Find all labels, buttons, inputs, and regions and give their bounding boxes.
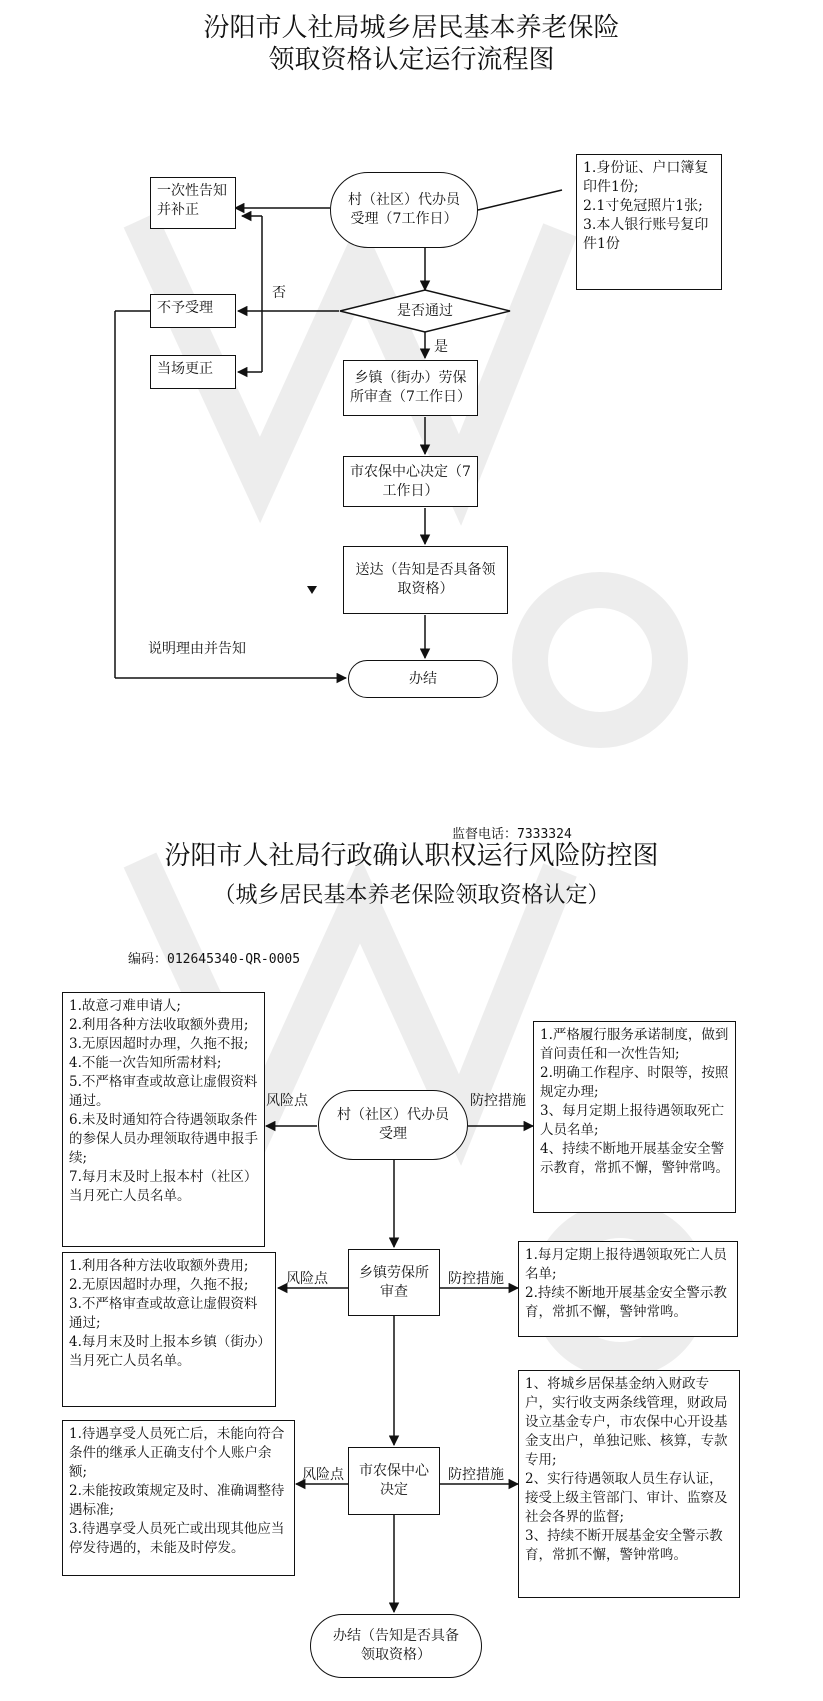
node-end: 办结（告知是否具备领取资格）	[310, 1614, 482, 1678]
end-node: 办结	[348, 660, 498, 698]
correct-box: 当场更正	[150, 355, 236, 389]
risk-item: 4.每月末及时上报本乡镇（街办）当月死亡人员名单。	[69, 1334, 265, 1369]
control-label: 防控措施	[448, 1271, 504, 1287]
risk-title: 汾阳市人社局行政确认职权运行风险防控图	[164, 841, 659, 871]
yes-label: 是	[434, 339, 448, 355]
control-item: 1.每月定期上报待遇领取死亡人员名单;	[525, 1247, 727, 1282]
no-label: 否	[272, 285, 286, 301]
risk-item: 2.利用各种方法收取额外费用;	[69, 1017, 249, 1033]
doc-item: 2.1寸免冠照片1张;	[583, 198, 703, 214]
risk-item: 1.待遇享受人员死亡后，未能向符合条件的继承人正确支付个人账户余额;	[69, 1426, 285, 1480]
control-item: 3、持续不断开展基金安全警示教育，常抓不懈，警钟常鸣。	[525, 1528, 723, 1563]
risk-item: 7.每月末及时上报本村（社区）当月死亡人员名单。	[69, 1169, 258, 1204]
decision-label: 是否通过	[397, 303, 453, 319]
risk-box-1	[62, 992, 265, 1247]
control-item: 2.持续不断地开展基金安全警示教育，常抓不懈，警钟常鸣。	[525, 1285, 727, 1320]
risk-item: 3.不严格审查或故意让虚假资料通过;	[69, 1296, 258, 1331]
once-notify-box: 一次性告知并补正	[150, 177, 236, 229]
risk-item: 5.不严格审查或故意让虚假资料通过。	[69, 1074, 258, 1109]
control-item: 1、将城乡居保基金纳入财政专户，实行收支两条线管理，财政局设立基金专户，市农保中心开设基金支出户，单独记账、核算，专款专用;	[525, 1376, 728, 1468]
control-box-2	[518, 1241, 738, 1337]
risk-item: 1.利用各种方法收取额外费用;	[69, 1258, 249, 1274]
control-item: 3、每月定期上报待遇领取死亡人员名单;	[540, 1103, 725, 1138]
risk-subtitle: （城乡居民基本养老保险领取资格认定）	[213, 883, 610, 908]
control-item: 1.严格履行服务承诺制度，做到首问责任和一次性告知;	[540, 1027, 729, 1062]
flowchart-title: 汾阳市人社局城乡居民基本养老保险	[203, 13, 620, 43]
control-box-3	[518, 1370, 740, 1598]
control-item: 2.明确工作程序、时限等，按照规定办理;	[540, 1065, 729, 1100]
control-box-1	[533, 1021, 736, 1213]
reject-box: 不予受理	[150, 294, 236, 328]
control-label: 防控措施	[470, 1093, 526, 1109]
doc-item: 1.身份证、户口簿复印件1份;	[583, 160, 709, 195]
risk-item: 3.待遇享受人员死亡或出现其他应当停发待遇的，未能及时停发。	[69, 1521, 285, 1556]
node-village: 村（社区）代办员受理	[318, 1090, 468, 1160]
town-review-box: 乡镇（街办）劳保所审查（7工作日）	[343, 360, 478, 416]
risk-item: 4.不能一次告知所需材料;	[69, 1055, 222, 1071]
risk-item: 1.故意刁难申请人;	[69, 998, 181, 1014]
start-node: 村（社区）代办员受理（7工作日）	[330, 172, 478, 248]
risk-point-label: 风险点	[302, 1467, 344, 1483]
flowchart-subtitle: 领取资格认定运行流程图	[268, 45, 555, 75]
control-item: 2、实行待遇领取人员生存认证，接受上级主管部门、审计、监察及社会各界的监督;	[525, 1471, 728, 1525]
deliver-box: 送达（告知是否具备领取资格）	[343, 546, 508, 614]
node-city: 市农保中心决定	[348, 1447, 440, 1515]
risk-point-label: 风险点	[286, 1271, 328, 1287]
control-item: 4、持续不断地开展基金安全警示教育，常抓不懈，警钟常鸣。	[540, 1141, 729, 1176]
city-decision-box: 市农保中心决定（7工作日）	[343, 456, 478, 507]
risk-item: 3.无原因超时办理，久拖不报;	[69, 1036, 249, 1052]
node-town: 乡镇劳保所审查	[348, 1249, 440, 1316]
risk-item: 6.未及时通知符合待遇领取条件的参保人员办理领取待遇申报手续;	[69, 1112, 258, 1166]
risk-point-label: 风险点	[266, 1093, 308, 1109]
explain-label: 说明理由并告知	[148, 641, 246, 657]
risk-item: 2.无原因超时办理，久拖不报;	[69, 1277, 249, 1293]
control-label: 防控措施	[448, 1467, 504, 1483]
risk-box-2	[62, 1252, 276, 1407]
risk-item: 2.未能按政策规定及时、准确调整待遇标准;	[69, 1483, 285, 1518]
risk-box-3	[62, 1420, 295, 1576]
doc-item: 3.本人银行账号复印件1份	[583, 217, 709, 252]
document-code: 编码：012645340-QR-0005	[128, 952, 301, 967]
supervise-phone: 监督电话：7333324	[452, 827, 572, 842]
